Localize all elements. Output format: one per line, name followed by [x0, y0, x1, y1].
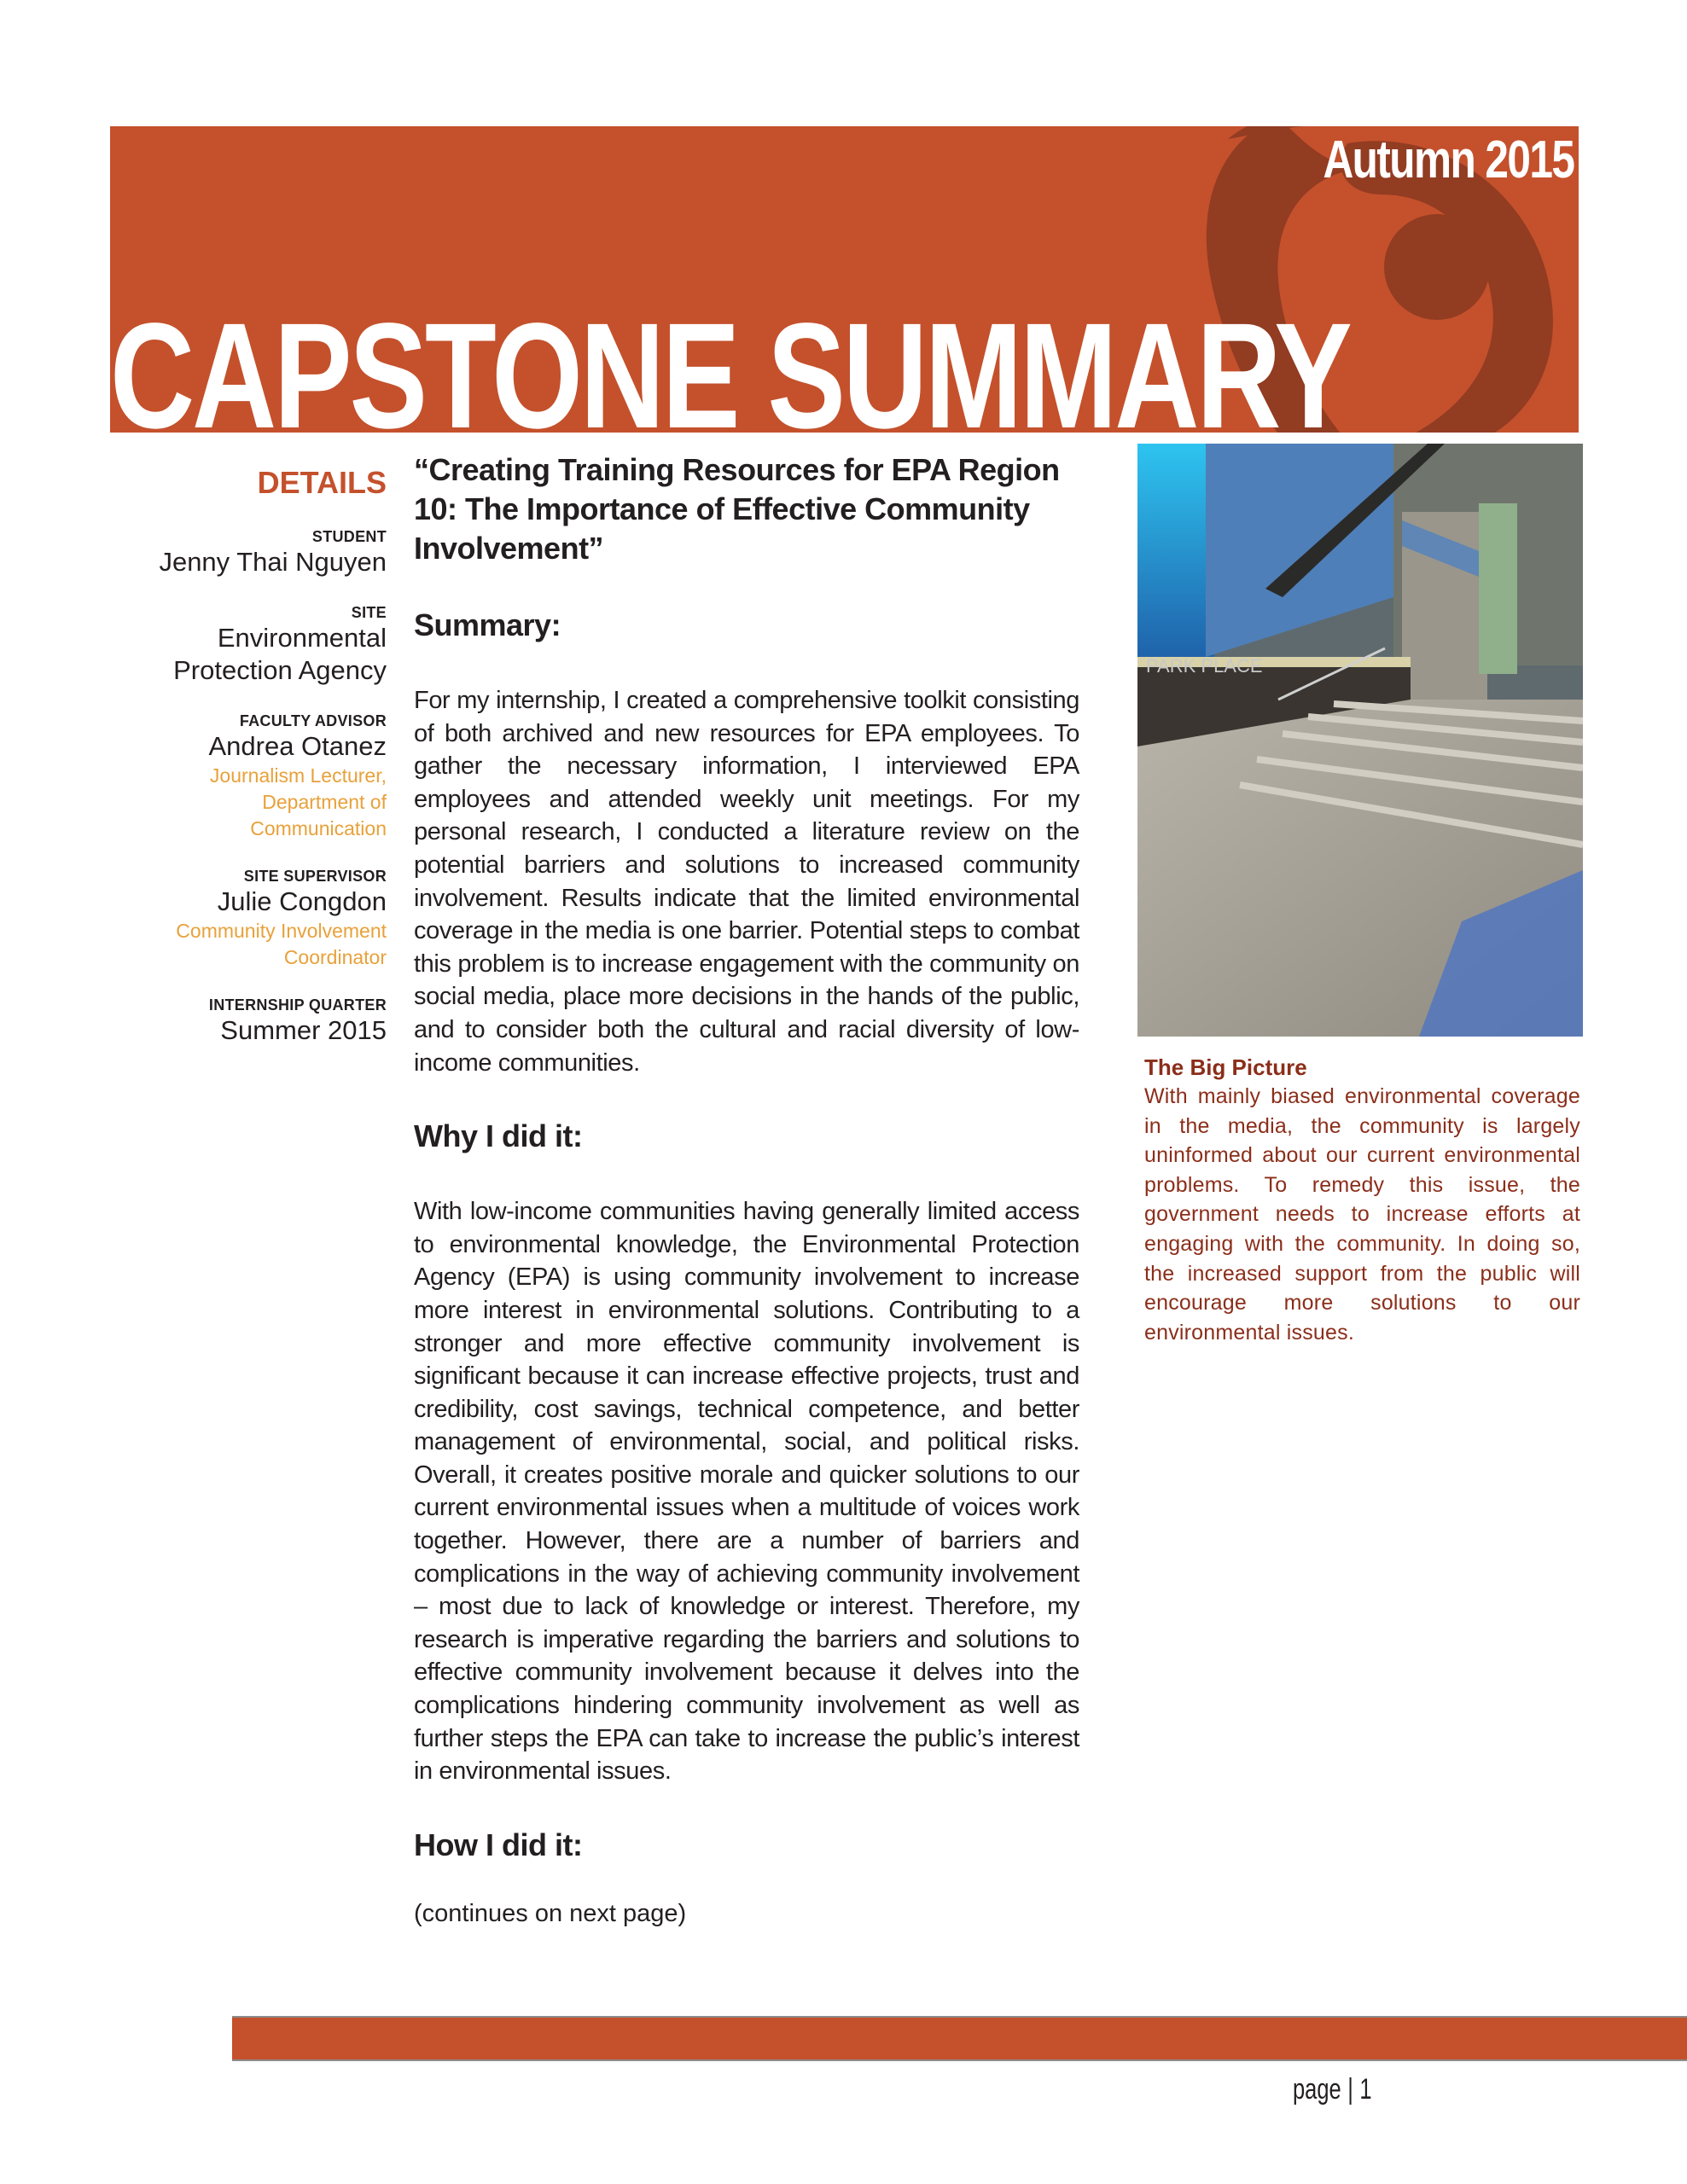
page-separator: |: [1347, 2073, 1353, 2106]
details-heading: DETAILS: [257, 465, 387, 500]
why-body: With low-income communities having generally limited access to environmental knowledge, the Environmental Protection Agency (EPA) is using community involvement to increase more interest in environmental solutions. Contributing to a stronger and more effective community involvement is significant because it can increase effective projects, trust and credibility, cost savings, technical competence, and better management of environmental, social, and political risks. Overall, it creates positive morale and quicker solutions to our current environmental issues when a multitude of voices work together. However, there are a number of barriers and complications in the way of achieving community involvement – most due to lack of knowledge or interest. Therefore, my research is imperative regarding the barriers and solutions to effective community involvement because it delves into the complications hindering community involvement as well as further steps the EPA can take to increase the public’s interest in environmental issues.: [414, 1198, 1079, 1786]
summary-heading: Summary:: [414, 607, 561, 642]
why-heading: Why I did it:: [414, 1118, 583, 1154]
supervisor-name: Julie Congdon: [217, 886, 387, 916]
detail-label: INTERNSHIP QUARTER: [208, 996, 387, 1014]
park-place-sign: PARK PLACE: [1146, 655, 1263, 677]
detail-label: SITE SUPERVISOR: [243, 868, 387, 885]
supervisor-role-line: Coordinator: [283, 946, 387, 968]
big-picture-caption: [1144, 1053, 1580, 1347]
advisor-role-line: Communication: [250, 817, 387, 839]
continues-note: (continues on next page): [414, 1899, 687, 1927]
detail-label: SITE: [351, 604, 387, 621]
header-banner: [110, 126, 1579, 433]
summary-body: For my internship, I created a comprehensive toolkit consisting of both archived and new resources for EPA employees. To gather the necessary information, I interviewed EPA employees and attended weekly unit meetings. For my personal research, I conducted a literature review on the potential barriers and solutions to increased community involvement. Results indicate that the limited environmental coverage in the media is one barrier. Potential steps to combat this problem is to increase engagement with the community on social media, place more decisions in the hands of the public, and to consider both the cultural and racial diversity of low-income communities.: [414, 687, 1079, 1077]
footer-bar: [232, 2016, 1687, 2061]
main-column: [414, 450, 1079, 1930]
details-column: [119, 465, 387, 1072]
building-photo: [1137, 444, 1583, 1037]
page-number: [1293, 2073, 1372, 2106]
site-name-line: Protection Agency: [173, 655, 387, 685]
site-name-line: Environmental: [217, 623, 387, 653]
supervisor-role-line: Community Involvement: [176, 920, 387, 942]
park-place-photo-icon: [1137, 444, 1583, 1037]
detail-site: [119, 604, 387, 687]
student-name: Jenny Thai Nguyen: [159, 547, 387, 577]
detail-label: STUDENT: [311, 528, 387, 545]
advisor-role-line: Department of: [262, 791, 387, 813]
caption-title: The Big Picture: [1144, 1054, 1307, 1080]
detail-faculty-advisor: [119, 712, 387, 842]
advisor-name: Andrea Otanez: [208, 731, 387, 761]
page-number-value: 1: [1359, 2073, 1372, 2106]
how-heading: How I did it:: [414, 1827, 583, 1862]
page-title: CAPSTONE SUMMARY: [110, 293, 1350, 433]
issue-season: Autumn 2015: [1323, 131, 1574, 189]
detail-label: FACULTY ADVISOR: [239, 712, 387, 729]
internship-quarter-value: Summer 2015: [220, 1015, 387, 1045]
advisor-role-line: Journalism Lecturer,: [209, 764, 387, 787]
page-label: page: [1293, 2073, 1341, 2106]
detail-internship-quarter: [119, 996, 387, 1047]
caption-body: With mainly biased environmental coverage in the media, the community is largely uninformed about our current environmental problems. To remedy this issue, the government needs to increase efforts at engaging with the community. In doing so, the increased support from the public will encourage more solutions to our environmental issues.: [1144, 1084, 1580, 1345]
paper-title: “Creating Training Resources for EPA Region 10: The Importance of Effective Community Involvement”: [414, 452, 1060, 566]
detail-student: [119, 528, 387, 578]
detail-site-supervisor: [119, 868, 387, 971]
